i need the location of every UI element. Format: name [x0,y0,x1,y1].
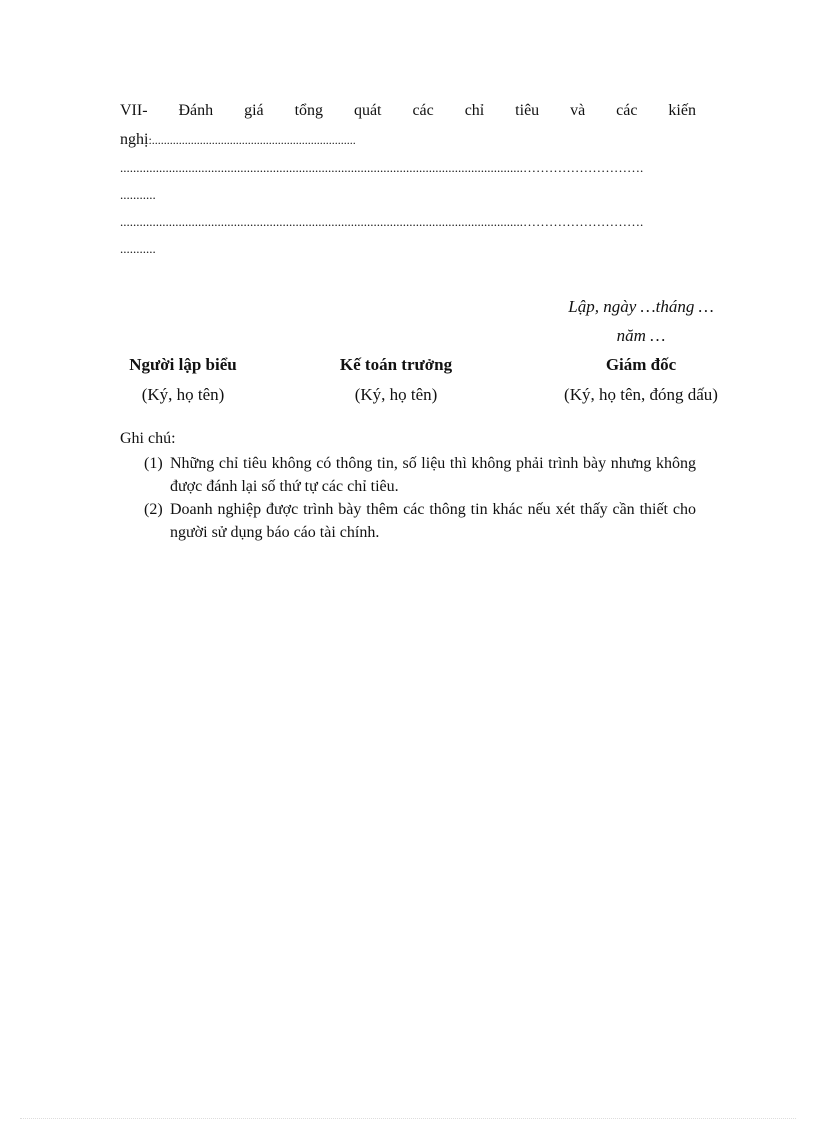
date-place-line [556,292,726,350]
heading-cont-word: nghị [120,131,149,148]
note-item [144,452,696,498]
dotted-line: ........... [120,187,156,202]
dotted-line: ............................................................................................................................………………………. [120,214,644,229]
heading-word: quát [353,102,382,119]
dotted-line: ........... [120,241,156,256]
heading-word: và [570,102,586,119]
signature-chief-accountant [321,350,471,410]
heading-word: giá [244,102,264,119]
note-item [144,498,696,544]
signature-role: Người lập biểu [129,355,237,374]
dotted-line: ............................................................................................................................………………………. [120,160,644,175]
signature-hint: (Ký, họ tên) [354,385,438,404]
heading-word: kiến [668,102,696,119]
heading-dots: :.................................................................... [148,133,356,147]
signature-director [546,350,736,410]
signature-hint: (Ký, họ tên, đóng dấu) [564,385,718,404]
heading-word: tổng [294,102,324,119]
note-number: (2) [144,501,163,518]
signature-preparer [108,350,258,410]
heading-word: Đánh [178,102,214,119]
heading-word: VII- [120,102,148,119]
date-line-2: năm … [616,326,666,345]
heading-word: chỉ [464,102,485,119]
note-text: Doanh nghiệp được trình bày thêm các thông tin khác nếu xét thấy cần thiết cho người sử dụng báo cáo tài chính. [170,501,696,541]
date-line-1: Lập, ngày …tháng … [568,297,714,316]
heading-word: tiêu [515,102,540,119]
notes-title: Ghi chú: [120,430,176,447]
heading-word: các [412,102,434,119]
note-number: (1) [144,455,163,472]
note-text: Những chỉ tiêu không có thông tin, số liệu thì không phải trình bày nhưng không được đánh lại số thứ tự các chỉ tiêu. [170,455,696,495]
page-bottom-rule [20,1118,796,1119]
section-heading [120,102,696,120]
heading-word: các [616,102,638,119]
heading-continuation [120,131,696,149]
notes-list [144,452,696,544]
signature-role: Kế toán trưởng [339,355,453,374]
signature-hint: (Ký, họ tên) [141,385,225,404]
signature-role: Giám đốc [605,355,677,374]
